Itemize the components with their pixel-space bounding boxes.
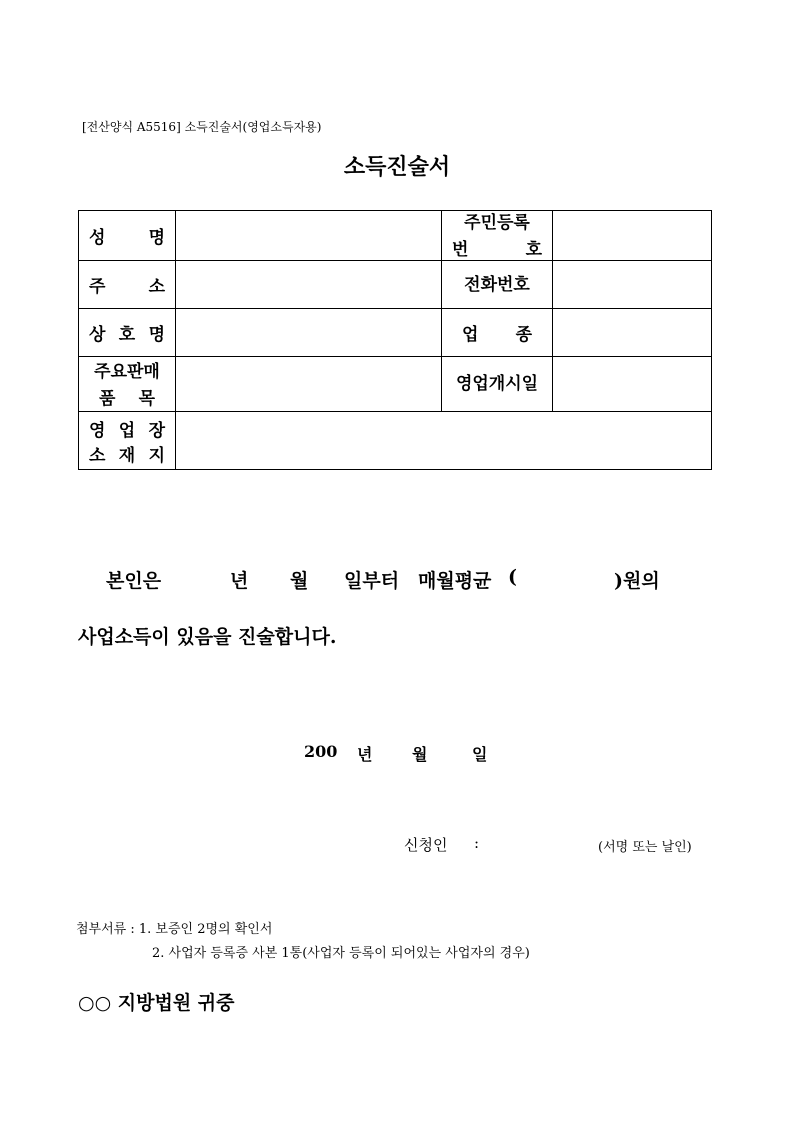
declaration-average: 매월평균 bbox=[418, 570, 492, 592]
declaration-month: 월 bbox=[290, 570, 309, 592]
date-month: 월 bbox=[412, 745, 428, 764]
declaration-self: 본인은 bbox=[106, 570, 162, 592]
industry-label-cell: 업 종 bbox=[442, 309, 553, 357]
document-title: 소득진술서 bbox=[343, 154, 451, 180]
phone-field[interactable] bbox=[553, 261, 712, 309]
location-field[interactable] bbox=[176, 412, 712, 470]
name-label-cell: 성 명 bbox=[79, 211, 176, 261]
industry-field[interactable] bbox=[553, 309, 712, 357]
declaration-paren-close: )원의 bbox=[614, 570, 660, 592]
attachments-line-2: 2. 사업자 등록증 사본 1통(사업자 등록이 되어있는 사업자의 경우) bbox=[152, 946, 530, 961]
main-items-label-cell: 주요판매 품 목 bbox=[79, 357, 176, 412]
phone-label-cell: 전화번호 bbox=[442, 261, 553, 309]
table-row bbox=[79, 309, 712, 357]
start-date-field[interactable] bbox=[553, 357, 712, 412]
business-name-field[interactable] bbox=[176, 309, 442, 357]
attachments-line-1: 첨부서류 : 1. 보증인 2명의 확인서 bbox=[76, 922, 273, 937]
table-row bbox=[79, 357, 712, 412]
resident-no-label-cell: 주민등록 번 호 bbox=[442, 211, 553, 261]
date-year-prefix: 200 bbox=[304, 742, 338, 761]
declaration-line-2: 사업소득이 있음을 진술합니다. bbox=[78, 626, 337, 648]
business-name-label-cell: 상 호 명 bbox=[79, 309, 176, 357]
start-date-label-cell: 영업개시일 bbox=[442, 357, 553, 412]
resident-no-field[interactable] bbox=[553, 211, 712, 261]
declaration-year: 년 bbox=[230, 570, 249, 592]
declaration-paren-open: ( bbox=[508, 566, 517, 588]
address-field[interactable] bbox=[176, 261, 442, 309]
form-number: [전산양식 A5516] 소득진술서(영업소득자용) bbox=[82, 120, 322, 134]
court-addressee: ○○ 지방법원 귀중 bbox=[78, 992, 235, 1014]
table-row bbox=[79, 261, 712, 309]
applicant-info-table bbox=[78, 210, 712, 470]
signature-label: 신청인 bbox=[404, 836, 448, 854]
location-label-cell: 영 업 장 소 재 지 bbox=[79, 412, 176, 470]
signature-colon: : bbox=[474, 834, 480, 852]
main-items-field[interactable] bbox=[176, 357, 442, 412]
address-label-cell: 주 소 bbox=[79, 261, 176, 309]
declaration-from-day: 일부터 bbox=[344, 570, 400, 592]
date-day: 일 bbox=[472, 745, 488, 764]
table-row bbox=[79, 211, 712, 261]
name-field[interactable] bbox=[176, 211, 442, 261]
date-year: 년 bbox=[357, 745, 373, 764]
signature-note: (서명 또는 날인) bbox=[598, 840, 692, 855]
table-row bbox=[79, 412, 712, 470]
